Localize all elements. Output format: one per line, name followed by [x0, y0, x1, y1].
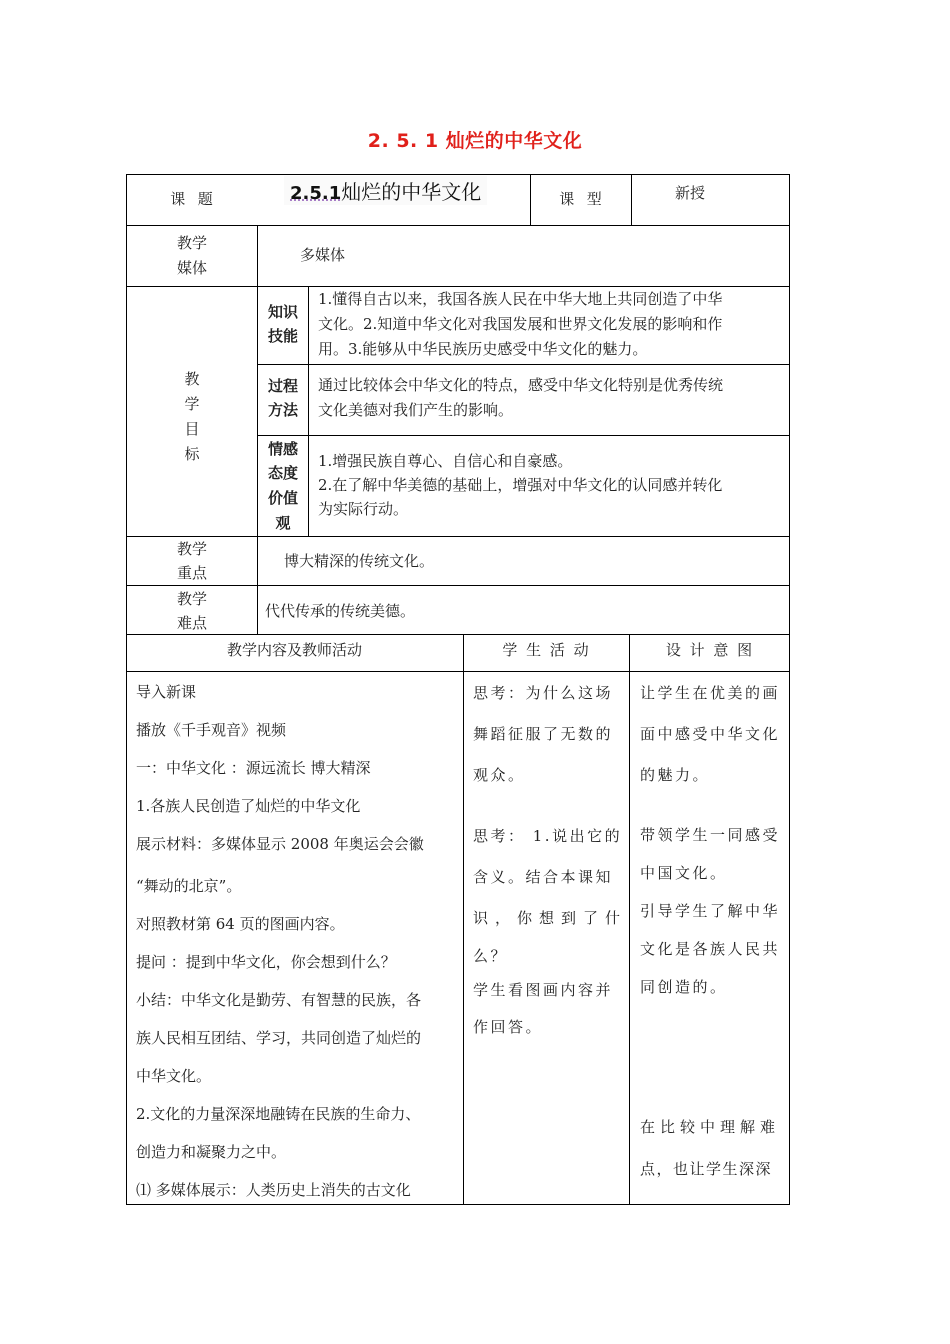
teacher-content [136, 673, 424, 1209]
teacher-line: 对照教材第 64 页的图画内容。 [136, 915, 345, 933]
design-line: 带领学生一同感受 [640, 826, 781, 844]
student-line: 舞蹈征服了无数的 [473, 725, 614, 743]
topic-text: 灿烂的中华文化 [341, 180, 482, 204]
design-column-header: 设 计 意 图 [665, 641, 755, 659]
emotion-line-2: 2.在了解中华美德的基础上，增强对中华文化的认同感并转化 [318, 476, 723, 494]
key-point-label-2: 重点 [176, 564, 207, 582]
design-line: 的魅力。 [640, 766, 711, 784]
emotion-line-1: 1.增强民族自尊心、自信心和自豪感。 [318, 452, 573, 470]
student-line: 作回答。 [473, 1018, 544, 1036]
teacher-line: 提问 ：提到中华文化，你会想到什么？ [136, 953, 396, 971]
teacher-line: “舞动的北京”。 [136, 877, 242, 895]
teacher-line: 创造力和凝聚力之中。 [136, 1143, 287, 1161]
design-line: 引导学生了解中华 [640, 902, 781, 920]
knowledge-label-2: 技能 [267, 327, 298, 345]
teacher-line: 中华文化。 [136, 1067, 212, 1085]
goal-divider-2 [257, 435, 790, 436]
design-line: 在比较中理解难 [640, 1118, 781, 1136]
emotion-label-4: 观 [275, 514, 291, 532]
design-content-3 [640, 1106, 780, 1190]
design-line: 同创造的。 [640, 978, 728, 996]
design-line: 点，也让学生深深 [640, 1160, 773, 1178]
design-line: 让学生在优美的画 [640, 684, 781, 702]
process-line-2: 文化美德对我们产生的影响。 [318, 401, 514, 419]
student-line: 学生看图画内容并 [473, 981, 614, 999]
media-value: 多媒体 [300, 246, 346, 264]
student-line: 含义。结合本课知 [473, 868, 614, 886]
teacher-line: 展示材料：多媒体显示 2008 年奥运会会徽 [136, 835, 424, 853]
teacher-line: ⑴ 多媒体展示：人类历史上消失的古文化 [136, 1181, 411, 1199]
design-line: 中国文化。 [640, 864, 728, 882]
teacher-line: 1.各族人民创造了灿烂的中华文化 [136, 797, 361, 815]
key-point-value: 博大精深的传统文化。 [284, 552, 435, 570]
student-content [473, 673, 627, 1048]
document-title: 2. 5. 1 灿烂的中华文化 [367, 130, 583, 152]
type-label: 课 型 [559, 190, 603, 208]
teacher-line: 2.文化的力量深深地融铸在民族的生命力、 [136, 1105, 421, 1123]
process-line-1: 通过比较体会中华文化的特点，感受中华文化特别是优秀传统 [318, 376, 724, 394]
design-line: 文化是各族人民共 [640, 940, 781, 958]
process-label-2: 方法 [267, 401, 298, 419]
goals-label-2: 学 [184, 395, 200, 413]
process-label-1: 过程 [267, 377, 298, 395]
goals-label-4: 标 [184, 445, 200, 463]
design-content-1 [640, 673, 780, 796]
goal-divider-1 [257, 364, 790, 365]
student-line: 观众。 [473, 766, 526, 784]
emotion-line-3: 为实际行动。 [318, 500, 409, 518]
design-content-2 [640, 816, 780, 1006]
difficulty-label-1: 教学 [176, 590, 207, 608]
teacher-line: 小结：中华文化是勤劳、有智慧的民族，各 [136, 991, 422, 1009]
teacher-line: 族人民相互团结、学习，共同创造了灿烂的 [136, 1029, 422, 1047]
media-label-1: 教学 [176, 234, 207, 252]
design-line: 面中感受中华文化 [640, 725, 781, 743]
media-label-2: 媒体 [176, 259, 207, 277]
goals-label-3: 目 [184, 420, 200, 438]
key-point-label-1: 教学 [176, 540, 207, 558]
student-line: 思考：为什么这场 [473, 684, 614, 702]
student-line [473, 796, 627, 816]
difficulty-value: 代代传承的传统美德。 [265, 602, 416, 620]
student-line: 思考： 1.说出它的 [473, 827, 623, 845]
type-value: 新授 [674, 184, 705, 202]
knowledge-line-1: 1.懂得自古以来，我国各族人民在中华大地上共同创造了中华 [318, 290, 723, 308]
goals-label-1: 教 [184, 370, 200, 388]
emotion-label-1: 情感 [267, 440, 298, 458]
knowledge-line-3: 用。3.能够从中华民族历史感受中华文化的魅力。 [318, 340, 648, 358]
teacher-line: 导入新课 [136, 683, 197, 701]
topic-number: 2.5.1 [290, 183, 342, 204]
emotion-label-2: 态度 [267, 464, 298, 482]
student-line: 识，你想到了什 [473, 909, 628, 927]
student-column-header: 学 生 活 动 [502, 641, 591, 659]
knowledge-line-2: 文化。2.知道中华文化对我国发展和世界文化发展的影响和作 [318, 315, 723, 333]
topic-value [284, 176, 487, 205]
teacher-line: 播放《千手观音》视频 [136, 721, 287, 739]
teacher-line: 一：中华文化 ：源远流长 博大精深 [136, 759, 371, 777]
difficulty-label-2: 难点 [176, 614, 207, 632]
knowledge-label-1: 知识 [267, 303, 298, 321]
topic-label: 课 题 [170, 190, 214, 208]
emotion-label-3: 价值 [267, 489, 298, 507]
student-line: 么？ [473, 947, 509, 965]
teacher-column-header: 教学内容及教师活动 [226, 641, 362, 659]
